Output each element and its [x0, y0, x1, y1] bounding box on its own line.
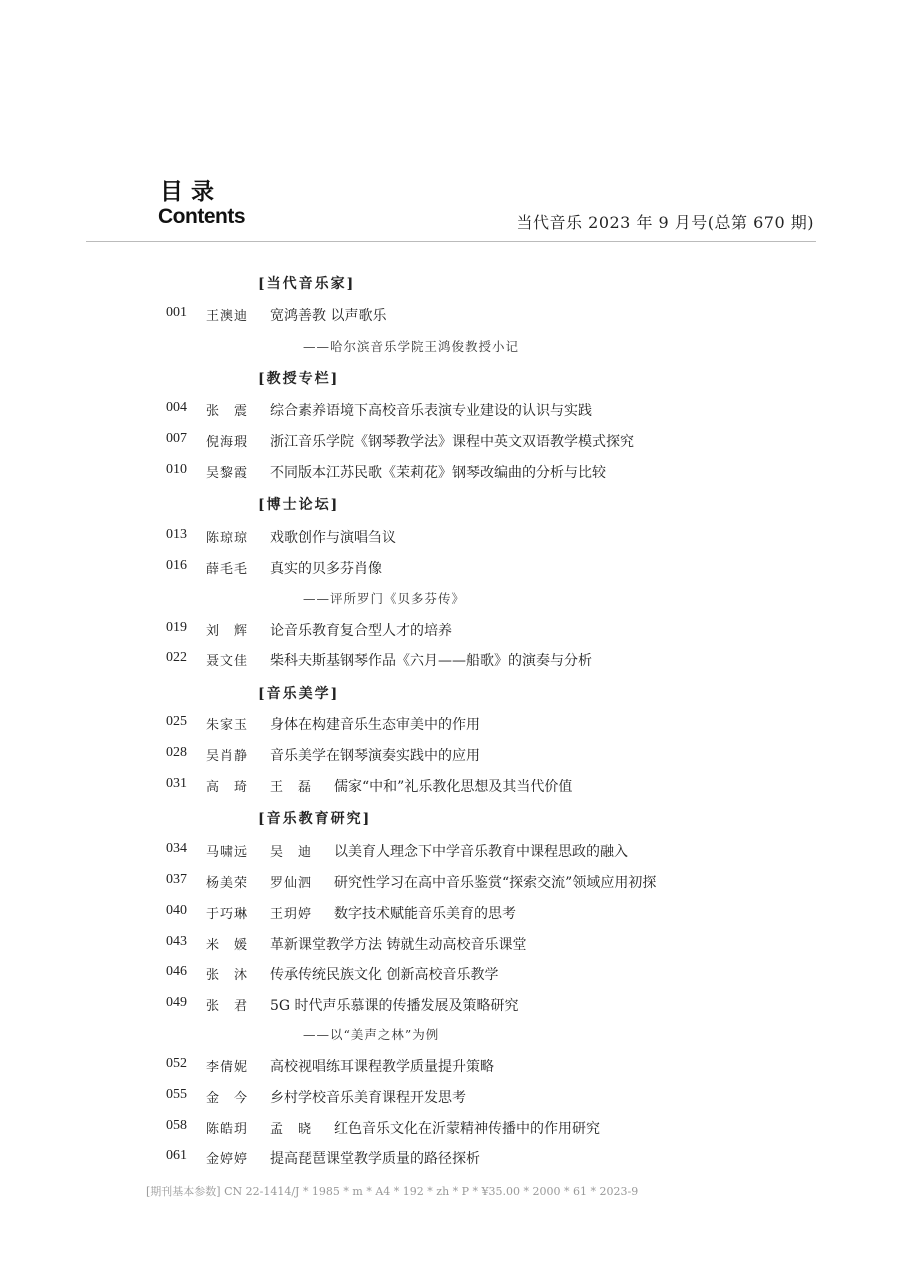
article-title: 红色音乐文化在沂蒙精神传播中的作用研究 — [334, 1121, 600, 1137]
entry-subtitle-row — [0, 1025, 900, 1045]
toc-entry — [0, 1056, 900, 1076]
article-title: 浙江音乐学院《钢琴教学法》课程中英文双语教学模式探究 — [270, 434, 634, 450]
toc-entry — [0, 431, 900, 451]
section-heading — [0, 683, 900, 703]
section-heading — [0, 273, 900, 293]
toc-entry — [0, 1148, 900, 1168]
author-name: 李倩妮 — [206, 1060, 249, 1075]
page-number: 034 — [166, 841, 187, 856]
article-title: 乡村学校音乐美育课程开发思考 — [270, 1090, 466, 1106]
author-name: 薛毛毛 — [206, 562, 249, 577]
page-number: 040 — [166, 903, 187, 918]
author-name: 杨美荣 — [206, 876, 249, 891]
toc-entry — [0, 462, 900, 482]
author-name: 张 君 — [206, 999, 249, 1014]
page-number: 019 — [166, 620, 187, 635]
section-heading — [0, 368, 900, 388]
toc-subtitle: Contents — [158, 205, 245, 228]
author-name: 陈琼琼 — [206, 531, 249, 546]
toc-entry — [0, 872, 900, 892]
section-heading-label: [音乐教育研究] — [258, 811, 372, 827]
toc-entry — [0, 964, 900, 984]
author-name: 高 琦 — [206, 780, 249, 795]
author-name: 于巧琳 — [206, 907, 249, 922]
article-title: 身体在构建音乐生态审美中的作用 — [270, 717, 480, 733]
author-name: 米 媛 — [206, 938, 249, 953]
entry-subtitle-row — [0, 337, 900, 357]
page-number: 004 — [166, 400, 187, 415]
article-title: 5G 时代声乐慕课的传播发展及策略研究 — [270, 998, 519, 1014]
article-title: 论音乐教育复合型人才的培养 — [270, 623, 452, 639]
author-name: 吴肖静 — [206, 749, 249, 764]
article-title: 宽鸿善教 以声歌乐 — [270, 308, 387, 324]
entry-subtitle: ——评所罗门《贝多芬传》 — [303, 591, 466, 606]
author-name: 金 今 — [206, 1091, 249, 1106]
article-title: 真实的贝多芬肖像 — [270, 561, 382, 577]
toc-entry — [0, 841, 900, 861]
page-number: 046 — [166, 964, 187, 979]
section-heading-label: [教授专栏] — [258, 371, 340, 387]
article-title: 以美育人理念下中学音乐教育中课程思政的融入 — [334, 844, 628, 860]
section-heading — [0, 494, 900, 514]
toc-entry — [0, 305, 900, 325]
author-name: 朱家玉 — [206, 718, 249, 733]
article-title: 数字技术赋能音乐美育的思考 — [334, 906, 516, 922]
page-number: 052 — [166, 1056, 187, 1071]
author-name: 罗仙泗 — [270, 876, 313, 891]
section-heading-label: [当代音乐家] — [258, 276, 356, 292]
page-number: 049 — [166, 995, 187, 1010]
section-heading-label: [博士论坛] — [258, 497, 340, 513]
article-title: 传承传统民族文化 创新高校音乐教学 — [270, 967, 499, 983]
page-number: 055 — [166, 1087, 187, 1102]
article-title: 提高琵琶课堂教学质量的路径探析 — [270, 1151, 480, 1167]
author-name: 张 沐 — [206, 968, 249, 983]
author-name: 张 震 — [206, 404, 249, 419]
toc-entry — [0, 714, 900, 734]
author-name: 王澳迪 — [206, 309, 249, 324]
section-heading — [0, 808, 900, 828]
toc-entry — [0, 934, 900, 954]
author-name: 孟 晓 — [270, 1122, 313, 1137]
author-name: 马啸远 — [206, 845, 249, 860]
author-name: 金婷婷 — [206, 1152, 249, 1167]
page-number: 010 — [166, 462, 187, 477]
author-name: 王玥婷 — [270, 907, 313, 922]
author-name: 吴黎霞 — [206, 466, 249, 481]
article-title: 柴科夫斯基钢琴作品《六月——船歌》的演奏与分析 — [270, 653, 592, 669]
article-title: 综合素养语境下高校音乐表演专业建设的认识与实践 — [270, 403, 592, 419]
author-name: 陈皓玥 — [206, 1122, 249, 1137]
page-number: 061 — [166, 1148, 187, 1163]
page-number: 013 — [166, 527, 187, 542]
article-title: 不同版本江苏民歌《茉莉花》钢琴改编曲的分析与比较 — [270, 465, 606, 481]
page-number: 025 — [166, 714, 187, 729]
entry-subtitle: ——以“美声之林”为例 — [303, 1027, 440, 1042]
article-title: 音乐美学在钢琴演奏实践中的应用 — [270, 748, 480, 764]
toc-entry — [0, 903, 900, 923]
toc-entry — [0, 995, 900, 1015]
author-name: 聂文佳 — [206, 654, 249, 669]
entry-subtitle: ——哈尔滨音乐学院王鸿俊教授小记 — [303, 339, 520, 354]
toc-entry — [0, 527, 900, 547]
toc-entry — [0, 745, 900, 765]
article-title: 高校视唱练耳课程教学质量提升策略 — [270, 1059, 494, 1075]
article-title: 研究性学习在高中音乐鉴赏“探索交流”领域应用初探 — [334, 875, 657, 891]
page-number: 043 — [166, 934, 187, 949]
page-number: 016 — [166, 558, 187, 573]
page-number: 058 — [166, 1118, 187, 1133]
author-name: 刘 辉 — [206, 624, 249, 639]
issue-info: 当代音乐 2023 年 9 月号(总第 670 期) — [516, 213, 814, 232]
page-number: 037 — [166, 872, 187, 887]
page-number: 001 — [166, 305, 187, 320]
page-number: 031 — [166, 776, 187, 791]
page-number: 022 — [166, 650, 187, 665]
journal-parameters: [期刊基本参数] CN 22-1414/J * 1985 * m * A4 * 192 * zh * P * ¥35.00 * 2000 * 61 * 2023-9 — [146, 1185, 639, 1198]
article-title: 儒家“中和”礼乐教化思想及其当代价值 — [334, 779, 573, 795]
author-name: 倪海瑕 — [206, 435, 249, 450]
page-number: 007 — [166, 431, 187, 446]
section-heading-label: [音乐美学] — [258, 686, 340, 702]
author-name: 王 磊 — [270, 780, 313, 795]
article-title: 戏歌创作与演唱刍议 — [270, 530, 396, 546]
page-number: 028 — [166, 745, 187, 760]
toc-title: 目录 — [160, 179, 222, 205]
toc-entry — [0, 650, 900, 670]
toc-entry — [0, 1087, 900, 1107]
toc-entry — [0, 1118, 900, 1138]
toc-entry — [0, 558, 900, 578]
toc-entry — [0, 400, 900, 420]
toc-entry — [0, 776, 900, 796]
entry-subtitle-row — [0, 589, 900, 609]
header-rule — [86, 241, 816, 242]
article-title: 革新课堂教学方法 铸就生动高校音乐课堂 — [270, 937, 527, 953]
toc-entry — [0, 620, 900, 640]
author-name: 吴 迪 — [270, 845, 313, 860]
